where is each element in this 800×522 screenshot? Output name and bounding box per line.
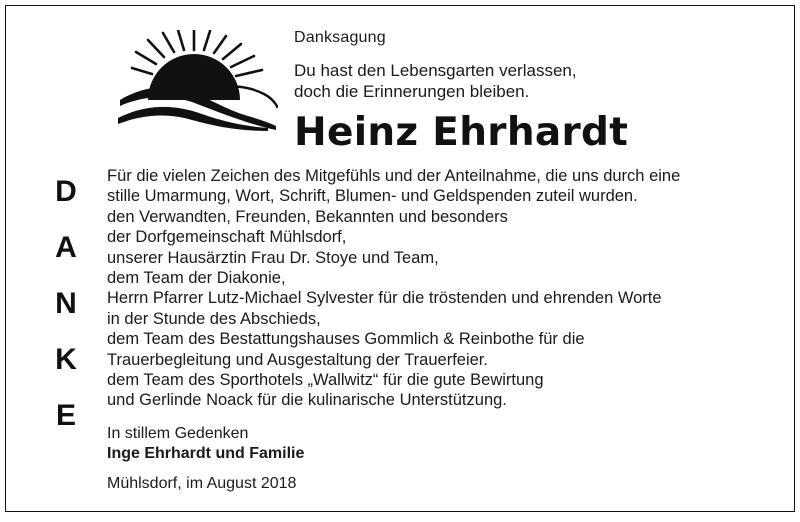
- thanks-line: und Gerlinde Noack für die kulinarische Unterstützung.: [107, 391, 507, 410]
- motto: [294, 60, 577, 102]
- closing: [107, 424, 304, 464]
- family-signature: Inge Ehrhardt und Familie: [107, 445, 305, 462]
- danke-letter: E: [55, 399, 76, 432]
- motto-line: Du hast den Lebensgarten verlassen,: [294, 61, 577, 80]
- sunset-over-hills-icon: [118, 30, 278, 134]
- thanks-line: unserer Hausärztin Frau Dr. Stoye und Team,: [107, 248, 439, 267]
- danke-letter: N: [55, 287, 77, 320]
- thanks-line: Trauerbegleitung und Ausgestaltung der Trauerfeier.: [107, 350, 488, 369]
- obituary-notice: [5, 5, 795, 512]
- thanks-line: dem Team des Bestattungshauses Gommlich & Reinbothe für die: [107, 330, 585, 349]
- thanks-line: Für die vielen Zeichen des Mitgefühls und der Anteilnahme, die uns durch eine: [107, 167, 681, 185]
- danke-letter: D: [55, 175, 77, 208]
- thanks-line: den Verwandten, Freunden, Bekannten und besonders: [107, 207, 508, 226]
- danke-letter: A: [55, 231, 77, 264]
- closing-line: In stillem Gedenken: [107, 425, 249, 442]
- thanks-line: dem Team des Sporthotels „Wallwitz“ für die gute Bewirtung: [107, 371, 544, 390]
- danke-letter: K: [55, 343, 77, 376]
- place-and-date: Mühlsdorf, im August 2018: [107, 475, 297, 492]
- danke-vertical-heading: [46, 164, 86, 444]
- thanks-line: in der Stunde des Abschieds,: [107, 309, 321, 328]
- thanks-line: dem Team der Diakonie,: [107, 269, 286, 288]
- notice-label: Danksagung: [294, 29, 386, 46]
- deceased-name: Heinz Ehrhardt: [294, 110, 629, 155]
- thanks-line: der Dorfgemeinschaft Mühlsdorf,: [107, 228, 347, 247]
- thanks-line: stille Umarmung, Wort, Schrift, Blumen- und Geldspenden zuteil wurden.: [107, 187, 638, 206]
- thanks-text: [107, 166, 787, 411]
- thanks-line: Herrn Pfarrer Lutz-Michael Sylvester für die tröstenden und ehrenden Worte: [107, 289, 662, 308]
- motto-line: doch die Erinnerungen bleiben.: [294, 82, 530, 101]
